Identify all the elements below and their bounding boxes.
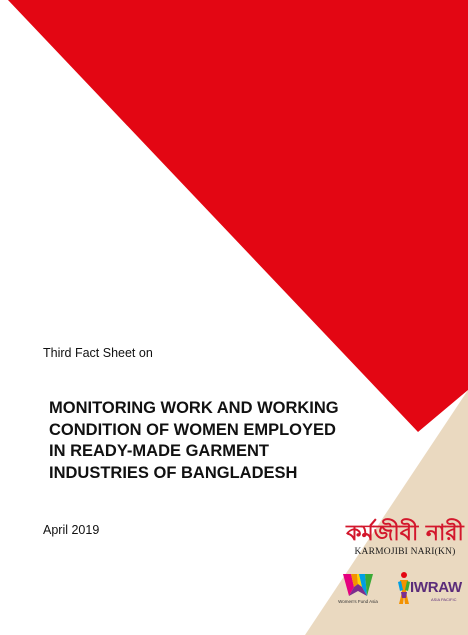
red-diagonal-shape: [8, 0, 468, 432]
cover-title: [49, 398, 389, 484]
title-line-1: MONITORING WORK AND WORKING: [49, 399, 339, 417]
womens-fund-asia-logo: [336, 574, 380, 605]
iwraw-subtitle: ASIA PACIFIC: [431, 597, 457, 602]
kn-bengali-wordmark: কর্মজীবী নারী: [346, 521, 464, 546]
karmojibi-nari-logo: [342, 522, 468, 558]
publication-date: April 2019: [43, 523, 100, 537]
iwraw-asia-pacific-logo: [394, 570, 462, 610]
title-line-4: INDUSTRIES OF BANGLADESH: [49, 463, 298, 482]
title-line-2: CONDITION OF WOMEN EMPLOYED: [49, 420, 336, 439]
iwraw-wordmark: IWRAW: [410, 579, 462, 596]
wfa-w-mark-icon: [343, 574, 373, 598]
wfa-name-label: Women's Fund Asia: [338, 599, 378, 604]
cover-subtitle: Third Fact Sheet on: [43, 346, 153, 360]
title-line-3: IN READY-MADE GARMENT: [49, 442, 270, 460]
kn-latin-wordmark: KARMOJIBI NARI(KN): [354, 547, 456, 557]
